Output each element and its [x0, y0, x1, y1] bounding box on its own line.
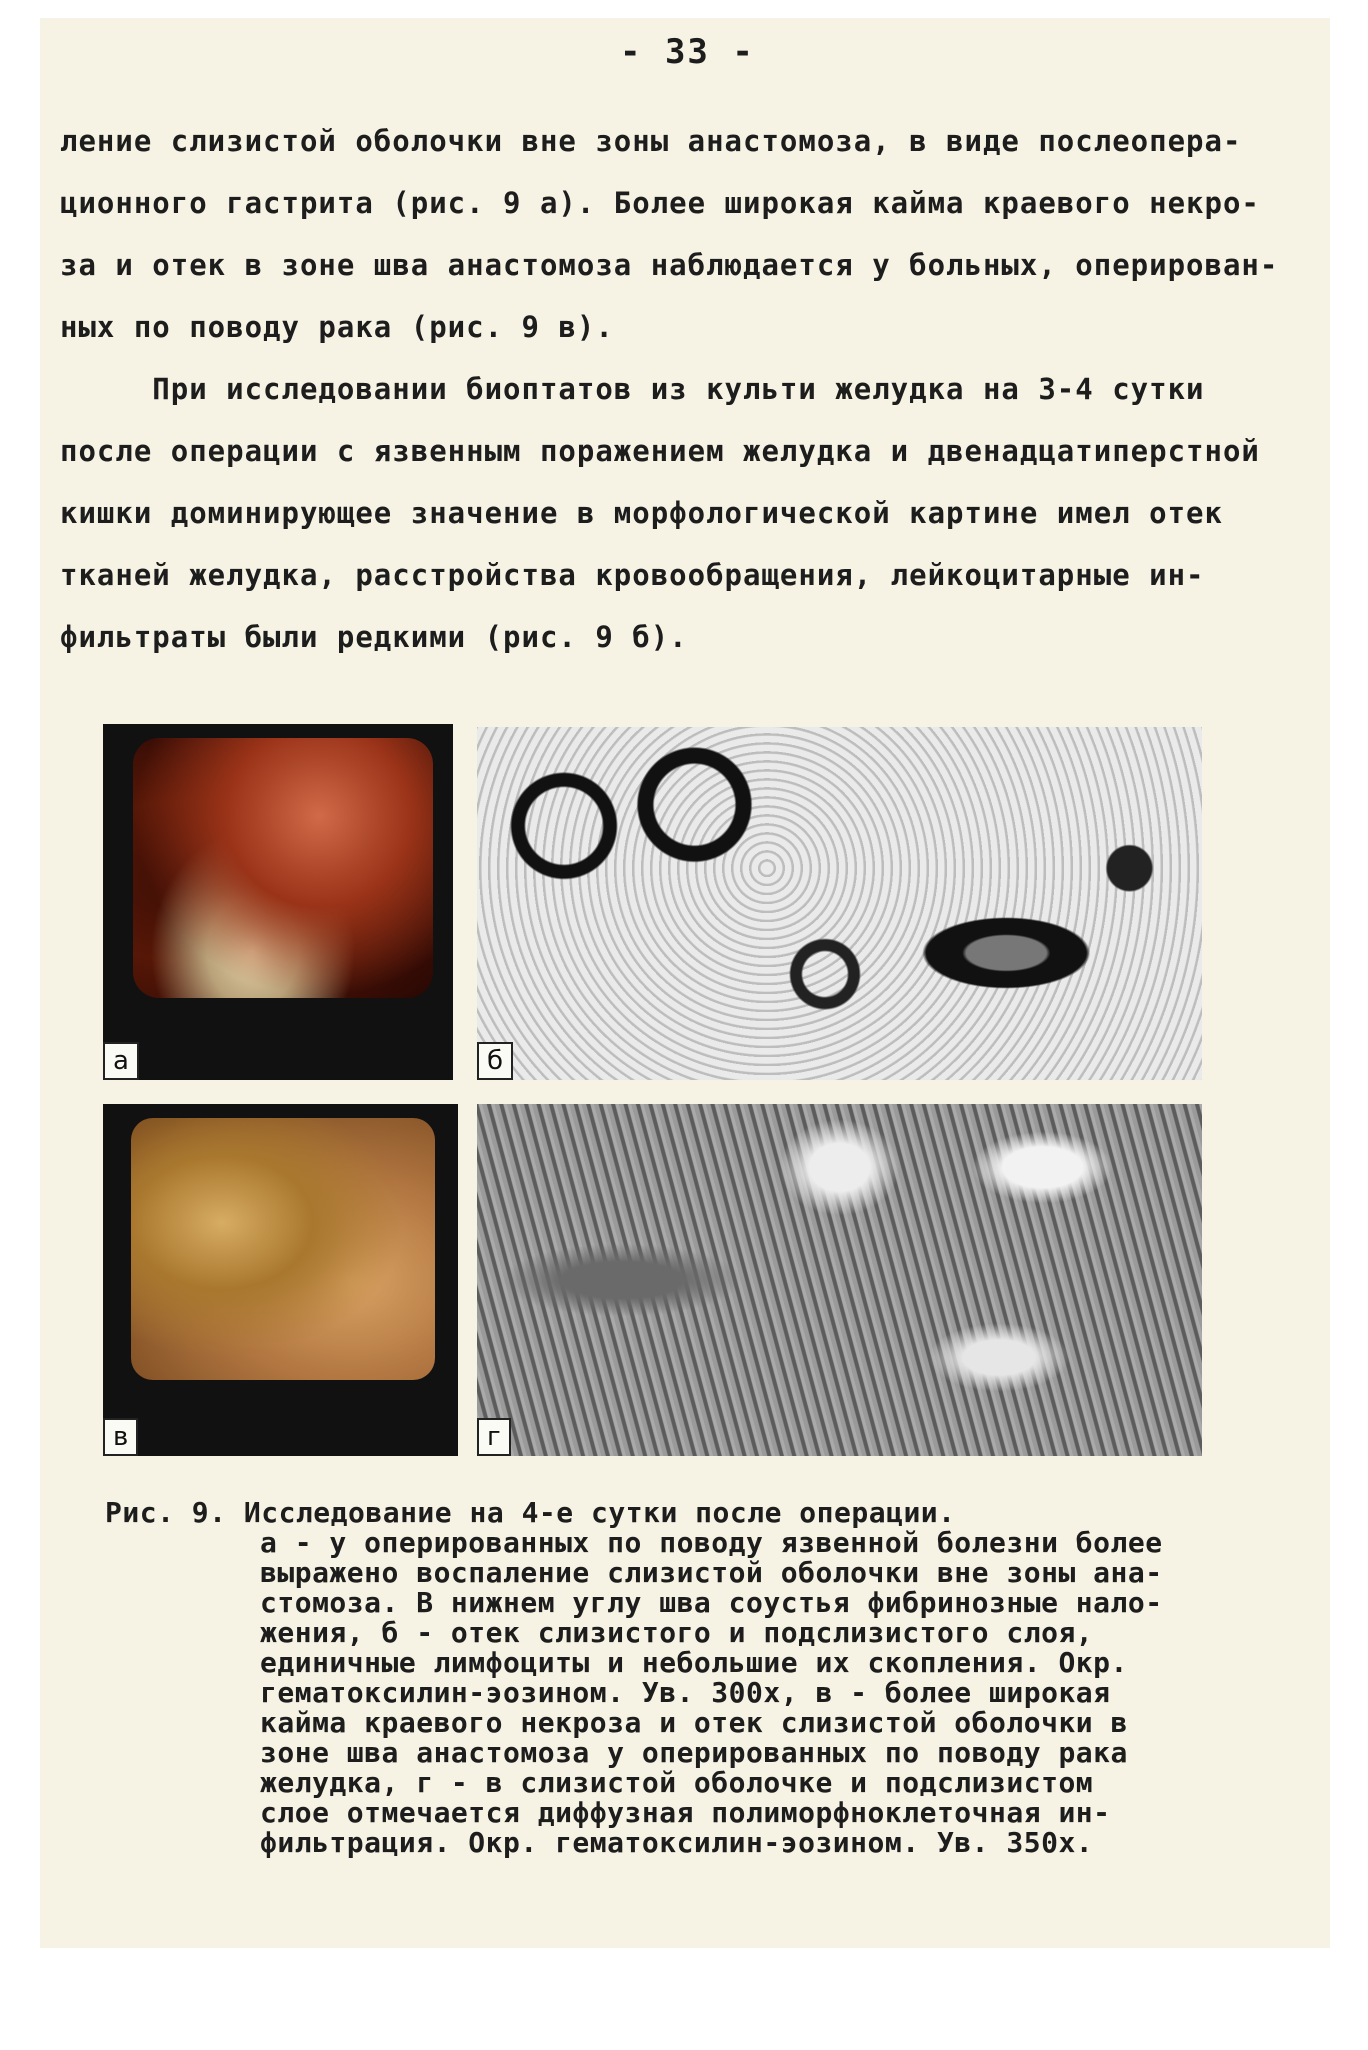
caption-line: единичные лимфоциты и небольшие их скопления. Окр. — [260, 1646, 1128, 1679]
panel-label: а — [103, 1042, 139, 1080]
caption-heading: Рис. 9. Исследование на 4-е сутки после операции. — [105, 1496, 956, 1529]
caption-line: кайма краевого некроза и отек слизистой оболочки в — [260, 1706, 1128, 1739]
panel-label: в — [103, 1418, 138, 1456]
caption-body — [260, 1528, 1295, 1858]
text-line: ционного гастрита (рис. 9 а). Более широкая кайма краевого некро- — [60, 186, 1260, 220]
caption-line: зоне шва анастомоза у оперированных по поводу рака — [260, 1736, 1128, 1769]
caption-line: слое отмечается диффузная полиморфноклеточная ин- — [260, 1796, 1111, 1829]
figure-panel-a-endoscopy — [103, 724, 453, 1080]
text-line: за и отек в зоне шва анастомоза наблюдается у больных, оперирован- — [60, 248, 1279, 282]
figure-panel-b-histology — [477, 727, 1202, 1080]
caption-line: выражено воспаление слизистой оболочки вне зоны ана- — [260, 1556, 1163, 1589]
caption-line: жения, б - отек слизистого и подслизистого слоя, — [260, 1616, 1094, 1649]
text-line: фильтраты были редкими (рис. 9 б). — [60, 620, 688, 654]
figure-caption — [105, 1498, 1295, 1858]
caption-line: стомоза. В нижнем углу шва соустья фибринозные нало- — [260, 1586, 1163, 1619]
page-number: - 33 - — [620, 32, 755, 72]
panel-label: г — [477, 1418, 511, 1456]
figure-panel-g-histology — [477, 1104, 1202, 1456]
endoscopy-image — [133, 738, 433, 998]
caption-line: фильтрация. Окр. гематоксилин-эозином. Ув. 350х. — [260, 1826, 1094, 1859]
endoscopy-image — [131, 1118, 435, 1380]
text-line: тканей желудка, расстройства кровообращения, лейкоцитарные ин- — [60, 558, 1205, 592]
caption-line: желудка, г - в слизистой оболочке и подслизистом — [260, 1766, 1094, 1799]
text-line: При исследовании биоптатов из культи желудка на 3-4 сутки — [60, 372, 1205, 406]
text-line: после операции с язвенным поражением желудка и двенадцатиперстной — [60, 434, 1260, 468]
text-line: ление слизистой оболочки вне зоны анастомоза, в виде послеопера- — [60, 124, 1242, 158]
caption-line: а - у оперированных по поводу язвенной болезни более — [260, 1526, 1163, 1559]
text-line: ных по поводу рака (рис. 9 в). — [60, 310, 614, 344]
panel-label: б — [477, 1042, 513, 1080]
text-line: кишки доминирующее значение в морфологической картине имел отек — [60, 496, 1223, 530]
figure-panel-v-endoscopy — [103, 1104, 458, 1456]
body-text — [60, 110, 1300, 668]
caption-line: гематоксилин-эозином. Ув. 300х, в - более широкая — [260, 1676, 1111, 1709]
